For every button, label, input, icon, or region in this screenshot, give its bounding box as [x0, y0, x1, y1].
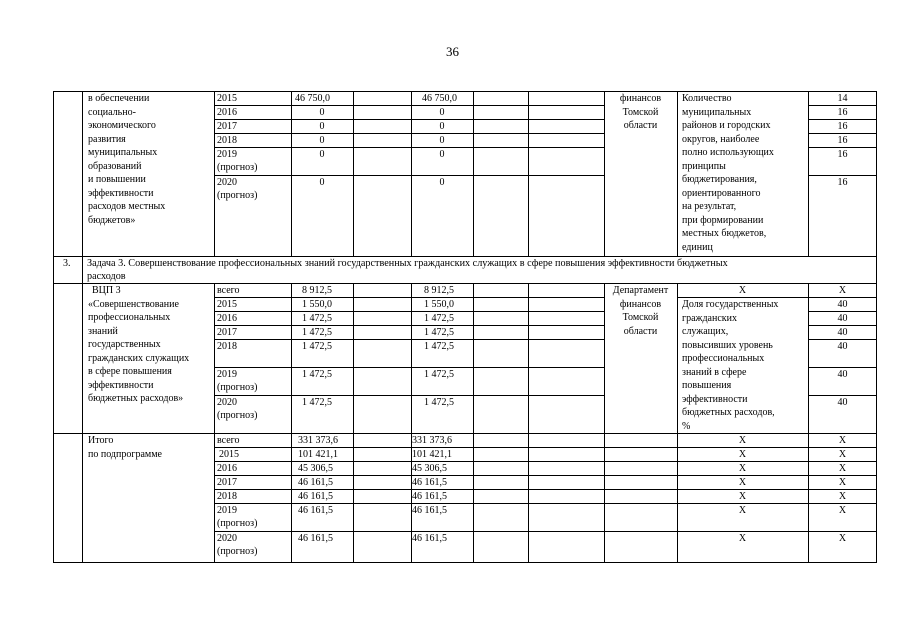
task-number: 3.	[63, 258, 71, 269]
year-cell: (прогноз)	[217, 382, 258, 393]
executor-line: финансов	[619, 298, 662, 310]
executor-line: Департамент	[612, 285, 669, 296]
indicator-x: X	[738, 533, 747, 544]
indicator-line: полно использующих	[682, 147, 774, 158]
year-cell: 2016	[217, 107, 237, 118]
amount-regional: 46 161,5	[412, 477, 447, 488]
value-x: X	[838, 449, 847, 460]
indicator-line: ориентированного	[682, 187, 761, 199]
year-cell: 2019	[217, 369, 237, 380]
indicator-line: бюджетирования,	[682, 174, 757, 185]
value-x: X	[838, 505, 847, 516]
amount-regional: 0	[439, 177, 445, 188]
amount-total: 45 306,5	[298, 463, 333, 474]
indicator-value: 16	[837, 149, 848, 160]
year-cell: 2015	[217, 93, 237, 104]
description-line: по подпрограмме	[88, 448, 162, 460]
task-title	[87, 257, 873, 283]
amount-regional: 0	[439, 121, 445, 132]
amount-regional: 101 421,1	[412, 449, 452, 460]
year-cell: (прогноз)	[217, 162, 258, 173]
description-line: расходов местных	[88, 201, 166, 212]
indicator-line: принципы	[682, 160, 726, 172]
description-line: Итого	[88, 435, 114, 446]
executor	[604, 284, 677, 338]
indicator-value: X	[838, 285, 847, 296]
year-cell: 2017	[217, 477, 237, 488]
indicator-text	[682, 92, 774, 254]
year-cell: 2019	[217, 149, 237, 160]
description-line: государственных	[88, 339, 161, 350]
budget-table	[53, 91, 877, 563]
description-line: в обеспечении	[88, 93, 150, 104]
indicator-x: X	[738, 449, 747, 460]
indicator-value: 40	[837, 369, 848, 380]
indicator-line: профессиональных	[682, 353, 765, 364]
indicator-line: единиц	[682, 241, 713, 253]
executor-line: области	[623, 325, 658, 337]
amount-total: 46 750,0	[295, 93, 330, 104]
indicator-value: 16	[837, 107, 848, 118]
description-line: образований	[88, 160, 142, 172]
description-line: бюджетов»	[88, 214, 136, 226]
indicator-line: Количество	[682, 93, 732, 104]
indicator-value: 40	[837, 397, 848, 408]
indicator-x: X	[738, 435, 747, 446]
amount-regional: 46 750,0	[422, 93, 457, 104]
indicator-x: X	[738, 491, 747, 502]
year-cell: 2015	[219, 449, 239, 460]
amount-total: 46 161,5	[298, 491, 333, 502]
amount-total: 46 161,5	[298, 477, 333, 488]
amount-total: 1 472,5	[302, 397, 332, 408]
indicator-line: %	[682, 420, 691, 432]
amount-total: 0	[319, 121, 325, 132]
year-cell: 2016	[217, 463, 237, 474]
year-cell: 2019	[217, 505, 237, 516]
indicator-line: районов и городских	[682, 120, 771, 131]
indicator-x: X	[738, 505, 747, 516]
amount-regional: 8 912,5	[424, 285, 454, 296]
row-description	[88, 434, 162, 461]
indicator-value: 40	[837, 313, 848, 324]
value-x: X	[838, 463, 847, 474]
amount-total: 0	[319, 149, 325, 160]
executor-line: Томской	[622, 312, 659, 323]
year-cell: 2016	[217, 313, 237, 324]
value-x: X	[838, 533, 847, 544]
amount-regional: 45 306,5	[412, 463, 447, 474]
year-cell: 2018	[217, 341, 237, 352]
value-x: X	[838, 491, 847, 502]
amount-total: 331 373,6	[298, 435, 338, 446]
year-cell: (прогноз)	[217, 546, 258, 557]
year-cell: (прогноз)	[217, 518, 258, 529]
description-line: социально-	[88, 106, 136, 118]
description-line: развития	[88, 133, 126, 145]
value-x: X	[838, 477, 847, 488]
description-line: муниципальных	[88, 147, 158, 158]
page-number: 36	[446, 44, 459, 59]
indicator-value: 40	[837, 299, 848, 310]
description-line: знаний	[88, 325, 118, 337]
year-cell: 2018	[217, 135, 237, 146]
indicator-line: эффективности	[682, 393, 748, 405]
amount-regional: 1 550,0	[424, 299, 454, 310]
amount-regional: 46 161,5	[412, 491, 447, 502]
description-line: гражданских служащих	[88, 352, 190, 364]
value-x: X	[838, 435, 847, 446]
description-line: экономического	[88, 120, 156, 131]
indicator-line: повысивших уровень	[682, 339, 773, 351]
amount-total: 1 472,5	[302, 327, 332, 338]
amount-regional: 1 472,5	[424, 327, 454, 338]
indicator-x: X	[738, 477, 747, 488]
indicator-value: 40	[837, 341, 848, 352]
year-cell: 2017	[217, 121, 237, 132]
amount-regional: 1 472,5	[424, 341, 454, 352]
amount-regional: 0	[439, 107, 445, 118]
indicator-line: бюджетных расходов,	[682, 407, 775, 418]
year-cell: всего	[217, 285, 240, 296]
executor-line: области	[623, 120, 658, 131]
amount-total: 1 472,5	[302, 313, 332, 324]
indicator-value: 14	[837, 93, 848, 104]
amount-regional: 1 472,5	[424, 369, 454, 380]
indicator-line: округов, наиболее	[682, 133, 760, 145]
indicator-line: гражданских	[682, 312, 737, 324]
indicator-line: на результат,	[682, 201, 737, 212]
amount-total: 1 550,0	[302, 299, 332, 310]
amount-total: 1 472,5	[302, 369, 332, 380]
description-line: эффективности	[88, 187, 154, 199]
year-cell: 2015	[217, 299, 237, 310]
task-title-line: расходов	[87, 271, 126, 282]
indicator-line: при формировании	[682, 214, 764, 226]
indicator-line: местных бюджетов,	[682, 228, 767, 239]
description-line: «Совершенствование	[88, 298, 179, 310]
row-description	[88, 284, 189, 406]
year-cell: 2017	[217, 327, 237, 338]
indicator-value: 16	[837, 121, 848, 132]
indicator-line: Доля государственных	[682, 299, 779, 310]
amount-total: 101 421,1	[298, 449, 338, 460]
indicator-x: X	[738, 463, 747, 474]
task-title-line: Задача 3. Совершенствование профессиональных знаний государственных гражданских служащих в сфере повышения эффективности бюджетных	[87, 258, 728, 269]
year-cell: 2020	[217, 177, 237, 188]
amount-total: 0	[319, 135, 325, 146]
amount-regional: 0	[439, 149, 445, 160]
amount-total: 1 472,5	[302, 341, 332, 352]
description-line: ВЦП 3	[92, 285, 121, 296]
row-description	[88, 92, 165, 227]
indicator-x: X	[738, 285, 747, 296]
indicator-line: знаний в сфере	[682, 366, 747, 378]
year-cell: 2020	[217, 533, 237, 544]
description-line: и повышении	[88, 174, 146, 185]
description-line: в сфере повышения	[88, 366, 172, 377]
year-cell: 2020	[217, 397, 237, 408]
indicator-value: 16	[837, 177, 848, 188]
year-cell: (прогноз)	[217, 190, 258, 201]
amount-regional: 1 472,5	[424, 313, 454, 324]
amount-total: 8 912,5	[302, 285, 332, 296]
indicator-line: муниципальных	[682, 106, 752, 118]
indicator-text	[682, 298, 778, 433]
description-line: профессиональных	[88, 312, 171, 323]
year-cell: 2018	[217, 491, 237, 502]
description-line: бюджетных расходов»	[88, 393, 184, 404]
indicator-value: 40	[837, 327, 848, 338]
amount-regional: 0	[439, 135, 445, 146]
amount-regional: 1 472,5	[424, 397, 454, 408]
amount-total: 46 161,5	[298, 533, 333, 544]
indicator-line: служащих,	[682, 326, 729, 337]
executor-line: Томской	[622, 106, 659, 118]
year-cell: всего	[217, 435, 240, 446]
amount-total: 0	[319, 177, 325, 188]
amount-regional: 46 161,5	[412, 533, 447, 544]
year-cell: (прогноз)	[217, 410, 258, 421]
amount-total: 46 161,5	[298, 505, 333, 516]
description-line: эффективности	[88, 379, 154, 391]
indicator-value: 16	[837, 135, 848, 146]
amount-regional: 331 373,6	[412, 435, 452, 446]
executor-line: финансов	[619, 93, 662, 104]
amount-total: 0	[319, 107, 325, 118]
executor	[604, 92, 677, 133]
amount-regional: 46 161,5	[412, 505, 447, 516]
indicator-line: повышения	[682, 380, 732, 391]
